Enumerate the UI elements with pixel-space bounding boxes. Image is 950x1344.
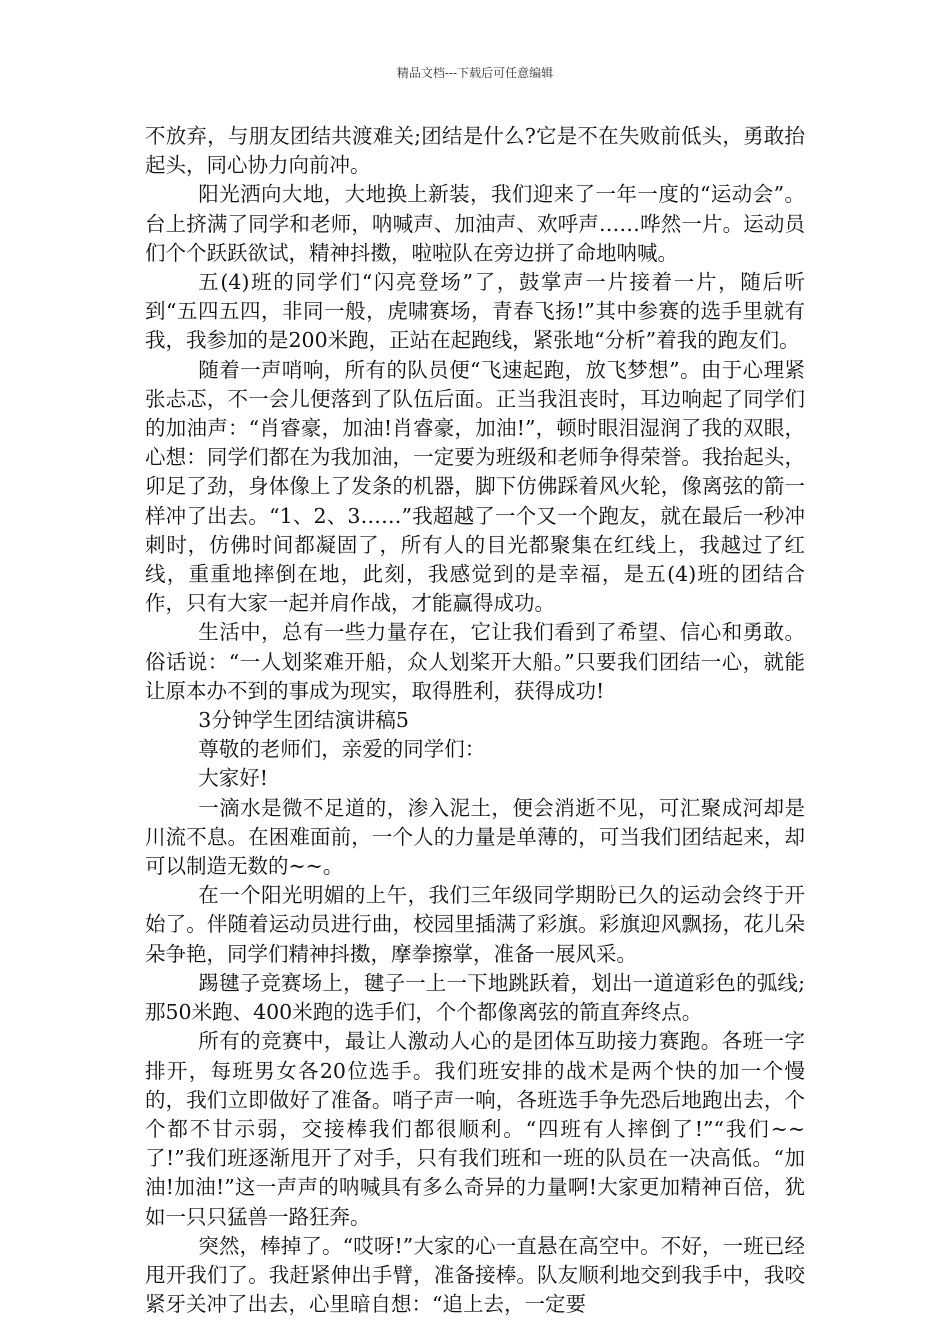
paragraph: 不放弃，与朋友团结共渡难关;团结是什么?它是不在失败前低头，勇敢抬起头，同心协力向前冲。 bbox=[145, 124, 805, 178]
paragraph: 生活中，总有一些力量存在，它让我们看到了希望、信心和勇敢。俗话说：“一人划桨难开船，众人划桨开大船。”只要我们团结一心，就能让原本办不到的事成为现实，取得胜利，获得成功! bbox=[145, 620, 805, 703]
document-body bbox=[145, 122, 805, 1319]
page-header: 精品文档---下载后可任意编辑 bbox=[396, 66, 554, 80]
salutation: 尊敬的老师们，亲爱的同学们： bbox=[198, 737, 486, 762]
paragraph: 踢毽子竞赛场上，毽子一上一下地跳跃着，划出一道道彩色的弧线;那50米跑、400米跑的选手们，个个都像离弦的箭直奔终点。 bbox=[145, 970, 805, 1025]
section-title: 3分钟学生团结演讲稿5 bbox=[198, 708, 409, 733]
paragraph: 所有的竞赛中，最让人激动人心的是团体互助接力赛跑。各班一字排开，每班男女各20位选手。我们班安排的战术是两个快的加一个慢的，我们立即做好了准备。哨子声一响，各班选手争先恐后地跑出去，个个都不甘示弱，交接棒我们都很顺利。“四班有人摔倒了!”“我们~~了!”我们班逐渐甩开了对手，只有我们班和一班的队员在一决高低。“加油!加油!”这一声声的呐喊具有多么奇异的力量啊!大家更加精神百倍，犹如一只只猛兽一路狂奔。 bbox=[145, 1029, 805, 1229]
paragraph: 阳光洒向大地，大地换上新装，我们迎来了一年一度的“运动会”。台上挤满了同学和老师，呐喊声、加油声、欢呼声……哗然一片。运动员们个个跃跃欲试，精神抖擞，啦啦队在旁边拼了命地呐喊。 bbox=[145, 182, 805, 265]
greeting: 大家好! bbox=[198, 766, 269, 791]
paragraph: 五(4)班的同学们“闪亮登场”了，鼓掌声一片接着一片，随后听到“五四五四，非同一般，虎啸赛场，青春飞扬!”其中参赛的选手里就有我，我参加的是200米跑，正站在起跑线，紧张地“分析”着我的跑友们。 bbox=[145, 270, 805, 353]
paragraph: 突然，棒掉了。“哎呀!”大家的心一直悬在高空中。不好，一班已经甩开我们了。我赶紧伸出手臂，准备接棒。队友顺利地交到我手中，我咬紧牙关冲了出去，心里暗自想：“追上去，一定要 bbox=[145, 1233, 805, 1317]
paragraph: 在一个阳光明媚的上午，我们三年级同学期盼已久的运动会终于开始了。伴随着运动员进行曲，校园里插满了彩旗。彩旗迎风飘扬，花儿朵朵争艳，同学们精神抖擞，摩拳擦掌，准备一展风采。 bbox=[145, 883, 805, 966]
paragraph: 一滴水是微不足道的，渗入泥土，便会消逝不见，可汇聚成河却是川流不息。在困难面前，一个人的力量是单薄的，可当我们团结起来，却可以制造无数的~~。 bbox=[145, 795, 805, 879]
paragraph: 随着一声哨响，所有的队员便“飞速起跑，放飞梦想”。由于心理紧张忐忑，不一会儿便落到了队伍后面。正当我沮丧时，耳边响起了同学们的加油声：“肖睿豪，加油!肖睿豪，加油!”，顿时眼泪湿润了我的双眼，心想：同学们都在为我加油，一定要为班级和老师争得荣誉。我抬起头，卯足了劲，身体像上了发条的机器，脚下仿佛踩着风火轮，像离弦的箭一样冲了出去。“1、2、3……”我超越了一个又一个跑友，就在最后一秒冲刺时，仿佛时间都凝固了，所有人的目光都聚集在红线上，我越过了红线，重重地摔倒在地，此刻，我感觉到的是幸福，是五(4)班的团结合作，只有大家一起并肩作战，才能赢得成功。 bbox=[145, 357, 805, 616]
